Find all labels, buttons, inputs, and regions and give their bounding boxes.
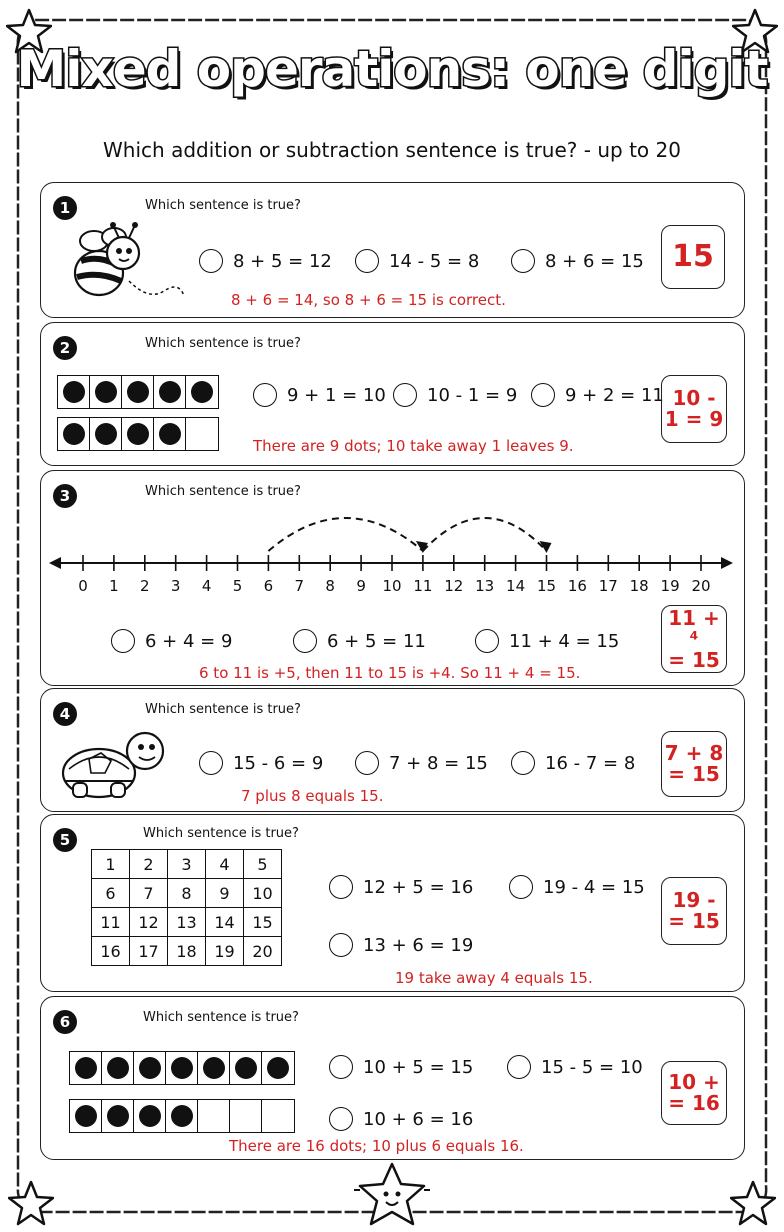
answer-box: [661, 605, 727, 673]
grid-cell: 12: [130, 908, 168, 937]
option-6b[interactable]: [507, 1055, 643, 1079]
ten-frame-cell: [186, 418, 218, 450]
tick-label: 8: [325, 577, 335, 595]
explanation-text: There are 9 dots; 10 take away 1 leaves 9.: [253, 437, 574, 455]
option-4a[interactable]: [199, 751, 323, 775]
radio-button[interactable]: [329, 933, 353, 957]
number-line: [41, 471, 744, 601]
option-2b[interactable]: [393, 383, 517, 407]
radio-button[interactable]: [393, 383, 417, 407]
option-2a[interactable]: [253, 383, 386, 407]
ten-frame-cell: [166, 1052, 198, 1084]
turtle-icon: [59, 723, 171, 803]
ten-frame-cell: [70, 1052, 102, 1084]
ten-frame-cell: [122, 418, 154, 450]
question-card-2: [40, 322, 745, 466]
grid-row: [92, 937, 282, 966]
counter-dot: [75, 1105, 97, 1127]
grid-cell: 2: [130, 850, 168, 879]
counter-dot: [75, 1057, 97, 1079]
ten-frame-cell: [262, 1100, 294, 1132]
star-icon: [730, 1180, 776, 1226]
jump-arc: [423, 518, 547, 551]
radio-button[interactable]: [253, 383, 277, 407]
answer-line: = 15: [668, 647, 720, 672]
counter-dot: [95, 423, 117, 445]
grid-cell: 3: [168, 850, 206, 879]
option-text: 9 + 2 = 11: [565, 384, 664, 406]
question-number: 4: [53, 702, 77, 726]
answer-line: = 16: [668, 1091, 720, 1115]
ten-frame-row: [57, 375, 219, 409]
ten-frame-cell: [90, 418, 122, 450]
tick-label: 19: [660, 577, 680, 595]
counter-dot: [191, 381, 213, 403]
question-number: 2: [53, 336, 77, 360]
bee-icon: [59, 221, 189, 307]
question-number: 5: [53, 828, 77, 852]
tick-label: 3: [170, 577, 181, 595]
radio-button[interactable]: [199, 249, 223, 273]
counter-dot: [107, 1057, 129, 1079]
ten-frame-cell: [262, 1052, 294, 1084]
answer-box: [661, 731, 727, 797]
radio-button[interactable]: [511, 249, 535, 273]
ten-frame-cell: [186, 376, 218, 408]
counter-dot: [107, 1105, 129, 1127]
option-6a[interactable]: [329, 1055, 473, 1079]
ten-frame: [57, 375, 219, 459]
grid-cell: 18: [168, 937, 206, 966]
answer-line: 10 +: [668, 1070, 720, 1094]
tick-label: 1: [109, 577, 119, 595]
option-1b[interactable]: [355, 249, 479, 273]
option-4b[interactable]: [355, 751, 488, 775]
counter-dot: [267, 1057, 289, 1079]
question-prompt: Which sentence is true?: [145, 702, 301, 717]
radio-button[interactable]: [329, 875, 353, 899]
counter-dot: [159, 381, 181, 403]
tick-label: 7: [294, 577, 305, 595]
grid-cell: 20: [244, 937, 282, 966]
question-card-4: [40, 688, 745, 812]
tick-label: 18: [629, 577, 649, 595]
ten-frame-cell: [230, 1052, 262, 1084]
option-5b[interactable]: [509, 875, 645, 899]
option-text: 16 - 7 = 8: [545, 752, 636, 774]
option-6c[interactable]: [329, 1107, 473, 1131]
answer-line: = 15: [668, 762, 720, 786]
question-prompt: Which sentence is true?: [143, 826, 299, 841]
answer-line: 1 = 9: [664, 407, 724, 431]
worksheet-title: Mixed operations: one digit: [16, 40, 768, 98]
radio-button[interactable]: [355, 249, 379, 273]
option-text: 9 + 1 = 10: [287, 384, 386, 406]
explanation-text: 7 plus 8 equals 15.: [241, 787, 384, 805]
question-card-3: [40, 470, 745, 686]
grid-row: [92, 908, 282, 937]
counter-dot: [127, 381, 149, 403]
counter-dot: [63, 381, 85, 403]
grid-cell: 15: [244, 908, 282, 937]
option-text: 15 - 5 = 10: [541, 1056, 643, 1078]
tick-label: 13: [475, 577, 495, 595]
grid-cell: 7: [130, 879, 168, 908]
ten-frame-cell: [102, 1052, 134, 1084]
question-card-1: [40, 182, 745, 318]
ten-frame-cell: [90, 376, 122, 408]
ten-frame-cell: [70, 1100, 102, 1132]
grid-cell: 16: [92, 937, 130, 966]
tick-label: 14: [506, 577, 526, 595]
ten-frame-cell: [154, 418, 186, 450]
tick-label: 17: [598, 577, 618, 595]
grid-cell: 10: [244, 879, 282, 908]
option-text: 13 + 6 = 19: [363, 934, 474, 956]
option-1a[interactable]: [199, 249, 332, 273]
grid-cell: 11: [92, 908, 130, 937]
counter-dot: [139, 1057, 161, 1079]
answer-line: 7 + 8: [664, 741, 724, 765]
option-text: 6 + 5 = 11: [327, 630, 426, 652]
tick-label: 0: [78, 577, 88, 595]
option-text: 8 + 6 = 15: [545, 250, 644, 272]
radio-button[interactable]: [293, 629, 317, 653]
option-text: 10 + 6 = 16: [363, 1108, 474, 1130]
explanation-text: 6 to 11 is +5, then 11 to 15 is +4. So 11 + 4 = 15.: [199, 664, 581, 682]
grid-cell: 5: [244, 850, 282, 879]
question-prompt: Which sentence is true?: [143, 1010, 299, 1025]
question-number: 6: [53, 1010, 77, 1034]
question-number: 1: [53, 196, 77, 220]
ten-frame-row: [69, 1051, 295, 1085]
option-text: 12 + 5 = 16: [363, 876, 474, 898]
grid-cell: 14: [206, 908, 244, 937]
answer-box: [661, 877, 727, 945]
question-prompt: Which sentence is true?: [145, 336, 301, 351]
counter-dot: [95, 381, 117, 403]
answer-box: 15: [661, 225, 725, 289]
ten-frame-cell: [198, 1052, 230, 1084]
tick-label: 12: [444, 577, 464, 595]
tick-label: 5: [232, 577, 243, 595]
arrow-left-icon: [49, 557, 61, 569]
counter-dot: [127, 423, 149, 445]
option-text: 7 + 8 = 15: [389, 752, 488, 774]
radio-button[interactable]: [531, 383, 555, 407]
tick-label: 4: [201, 577, 212, 595]
counter-dot: [203, 1057, 225, 1079]
grid-cell: 1: [92, 850, 130, 879]
counter-dot: [139, 1105, 161, 1127]
answer-box: [661, 375, 727, 443]
option-3a[interactable]: [111, 629, 232, 653]
grid-cell: 19: [206, 937, 244, 966]
option-text: 14 - 5 = 8: [389, 250, 480, 272]
radio-button[interactable]: [511, 751, 535, 775]
question-card-5: [40, 814, 745, 992]
option-text: 10 - 1 = 9: [427, 384, 518, 406]
ten-frame-cell: [122, 376, 154, 408]
explanation-text: There are 16 dots; 10 plus 6 equals 16.: [229, 1137, 524, 1155]
option-3b[interactable]: [293, 629, 426, 653]
ten-frame-cell: [230, 1100, 262, 1132]
option-text: 15 - 6 = 9: [233, 752, 324, 774]
counter-dot: [171, 1057, 193, 1079]
explanation-text: 19 take away 4 equals 15.: [395, 969, 593, 987]
ten-frame-row: [69, 1099, 295, 1133]
answer-line: 10 -: [672, 386, 716, 410]
ten-frame-cell: [166, 1100, 198, 1132]
radio-button[interactable]: [507, 1055, 531, 1079]
tick-label: 20: [691, 577, 711, 595]
option-text: 11 + 4 = 15: [509, 630, 620, 652]
option-5c[interactable]: [329, 933, 473, 957]
star-icon: [8, 1180, 54, 1226]
answer-line: = 15: [668, 909, 720, 933]
tick-label: 11: [413, 577, 433, 595]
grid-cell: 13: [168, 908, 206, 937]
arrow-right-icon: [721, 557, 733, 569]
grid-cell: 6: [92, 879, 130, 908]
ten-frame-row: [57, 417, 219, 451]
radio-button[interactable]: [355, 751, 379, 775]
tick-label: 15: [536, 577, 557, 595]
worksheet-subtitle: Which addition or subtraction sentence is true? - up to 20: [103, 138, 681, 162]
grid-row: [92, 879, 282, 908]
ten-frame-cell: [58, 376, 90, 408]
counter-dot: [235, 1057, 257, 1079]
radio-button[interactable]: [199, 751, 223, 775]
grid-cell: 9: [206, 879, 244, 908]
option-5a[interactable]: [329, 875, 473, 899]
answer-line: 11 + ⁴: [668, 605, 720, 651]
radio-button[interactable]: [329, 1055, 353, 1079]
answer-line: 19 -: [672, 888, 716, 912]
grid-cell: 8: [168, 879, 206, 908]
ten-frame-cell: [134, 1052, 166, 1084]
option-text: 19 - 4 = 15: [543, 876, 645, 898]
grid-cell: 17: [130, 937, 168, 966]
radio-button[interactable]: [475, 629, 499, 653]
grid-cell: 4: [206, 850, 244, 879]
radio-button[interactable]: [509, 875, 533, 899]
question-number: 3: [53, 484, 77, 508]
radio-button[interactable]: [329, 1107, 353, 1131]
counter-dot: [159, 423, 181, 445]
counter-dot: [171, 1105, 193, 1127]
jump-arc: [268, 518, 423, 551]
radio-button[interactable]: [111, 629, 135, 653]
tick-label: 2: [140, 577, 150, 595]
tick-label: 16: [567, 577, 587, 595]
ten-frame-cell: [102, 1100, 134, 1132]
ten-frame: [69, 1051, 295, 1147]
question-prompt: Which sentence is true?: [145, 198, 301, 213]
question-prompt: Which sentence is true?: [145, 484, 301, 499]
option-1c[interactable]: [511, 249, 644, 273]
ten-frame-cell: [58, 418, 90, 450]
option-4c[interactable]: [511, 751, 635, 775]
tick-label: 9: [356, 577, 366, 595]
option-text: 6 + 4 = 9: [145, 630, 233, 652]
ten-frame-cell: [134, 1100, 166, 1132]
option-2c[interactable]: [531, 383, 664, 407]
tick-label: 6: [263, 577, 274, 595]
counter-dot: [63, 423, 85, 445]
grid-row: [92, 850, 282, 879]
smiling-star-icon: [352, 1160, 432, 1230]
option-text: 8 + 5 = 12: [233, 250, 332, 272]
ten-frame-cell: [154, 376, 186, 408]
tick-label: 10: [382, 577, 402, 595]
option-3c[interactable]: [475, 629, 619, 653]
question-card-6: [40, 996, 745, 1160]
answer-box: [661, 1061, 727, 1125]
ten-frame-cell: [198, 1100, 230, 1132]
option-text: 10 + 5 = 15: [363, 1056, 474, 1078]
number-grid: [91, 849, 282, 966]
explanation-text: 8 + 6 = 14, so 8 + 6 = 15 is correct.: [231, 291, 506, 309]
